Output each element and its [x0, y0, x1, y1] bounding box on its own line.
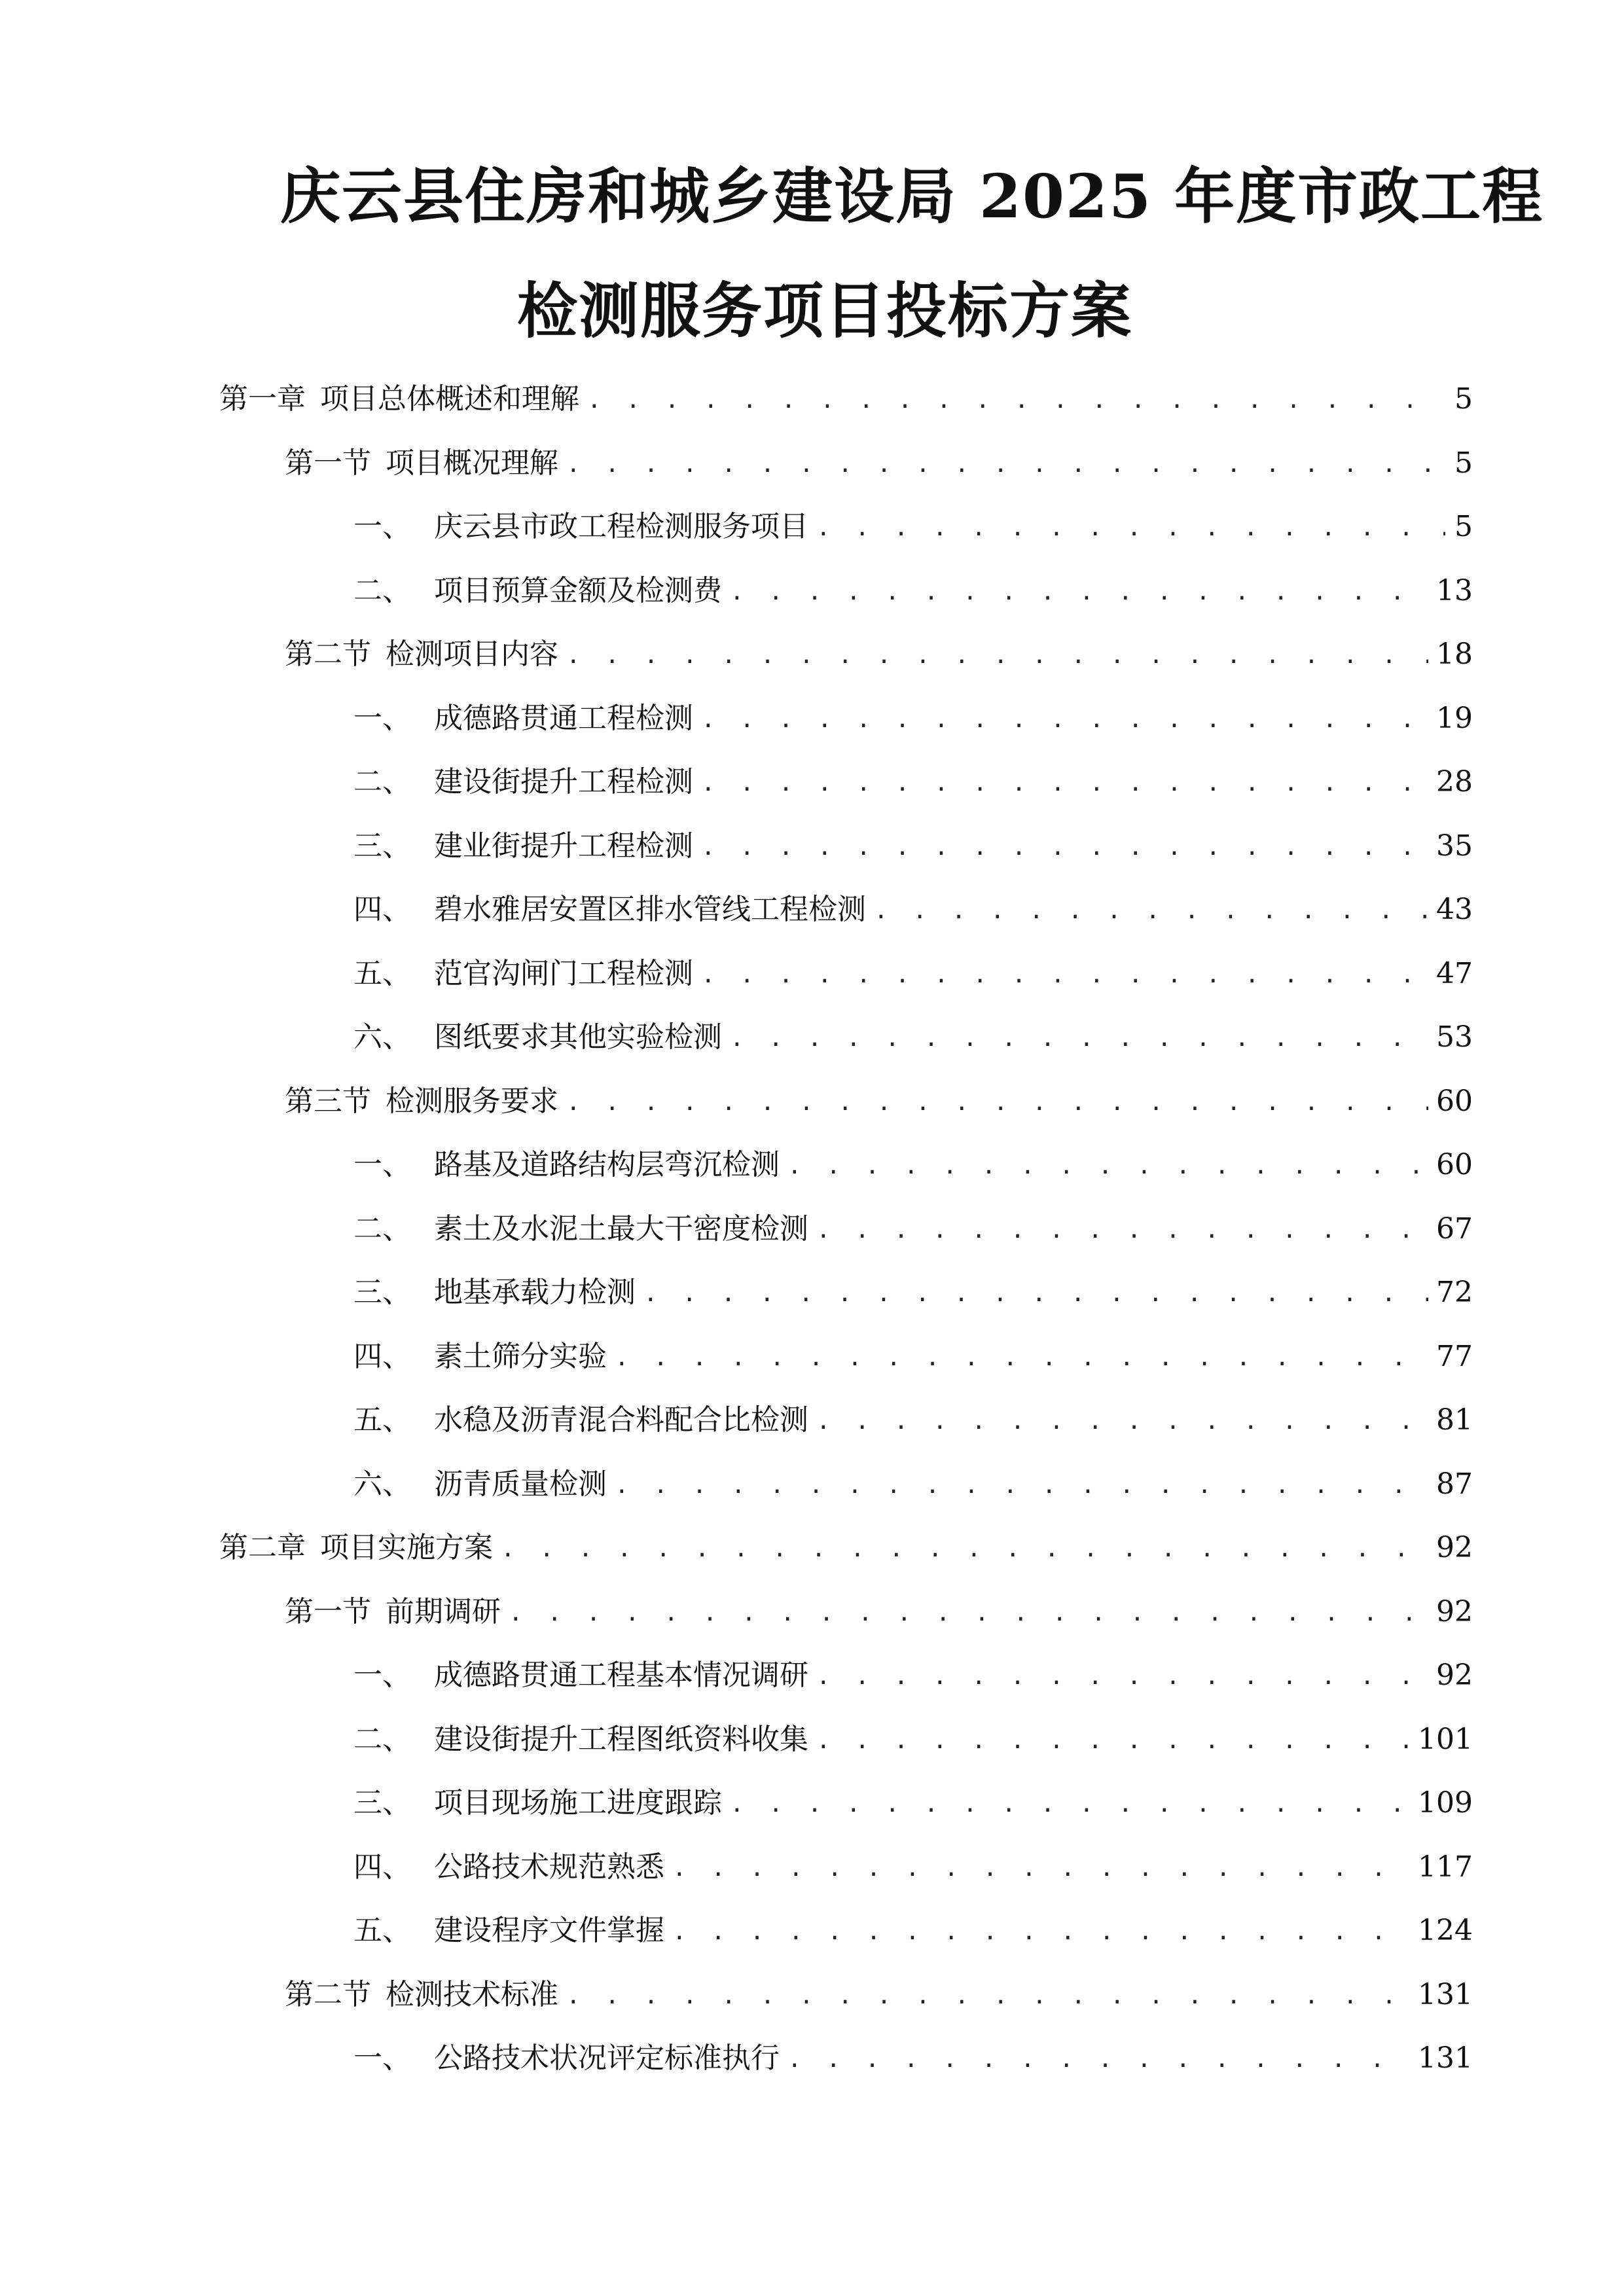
toc-entry-text: 地基承载力检测: [434, 1276, 636, 1309]
toc-entry-number: 四、: [353, 1850, 411, 1884]
toc-leader-dots: [566, 1085, 1428, 1121]
toc-entry-text: 检测项目内容: [386, 637, 558, 671]
toc-entry-label: [353, 1145, 780, 1185]
toc-entry[interactable]: [353, 1649, 1473, 1695]
toc-entry-text: 沥青质量检测: [434, 1467, 607, 1501]
toc-entry-text: 建设街提升工程图纸资料收集: [434, 1722, 808, 1756]
toc-leader-dots: [816, 1403, 1428, 1440]
toc-entry-label: [353, 762, 693, 802]
toc-entry-number: 二、: [353, 1211, 411, 1246]
toc-entry-label: [219, 380, 579, 419]
toc-entry-page-number: 92: [1436, 1531, 1473, 1564]
toc-leader-dots: [672, 1850, 1410, 1887]
toc-leader-dots: [787, 1148, 1428, 1185]
toc-entry-label: [353, 2039, 780, 2078]
toc-entry-text: 检测服务要求: [386, 1084, 558, 1118]
toc-entry-page-number: 124: [1418, 1914, 1473, 1947]
toc-entry-page-number: 67: [1436, 1211, 1473, 1246]
toc-entry-number: 二、: [353, 573, 411, 607]
toc-entry-label: [285, 1082, 558, 1121]
toc-entry-page-number: 101: [1418, 1722, 1473, 1756]
toc-entry-text: 庆云县市政工程检测服务项目: [434, 510, 808, 543]
toc-entry-number: 第一章: [219, 382, 306, 416]
toc-leader-dots: [730, 1020, 1428, 1057]
toc-entry-label: [285, 1592, 501, 1632]
toc-entry-page-number: 92: [1436, 1594, 1473, 1628]
toc-entry-number: 一、: [353, 701, 411, 735]
toc-entry-label: [353, 1401, 808, 1440]
toc-leader-dots: [701, 957, 1428, 994]
toc-entry[interactable]: [219, 1522, 1473, 1568]
toc-entry-page-number: 5: [1454, 510, 1473, 543]
toc-entry[interactable]: [353, 1713, 1473, 1759]
toc-entry-label: [353, 1465, 607, 1504]
toc-leader-dots: [787, 2041, 1410, 2078]
toc-entry-page-number: 131: [1418, 2041, 1473, 2075]
toc-entry-page-number: 60: [1436, 1148, 1473, 1181]
toc-leader-dots: [566, 1978, 1410, 2015]
toc-entry-number: 第三节: [285, 1084, 371, 1118]
toc-leader-dots: [501, 1531, 1428, 1568]
toc-entry-number: 一、: [353, 1659, 411, 1692]
toc-entry-label: [353, 954, 693, 994]
toc-entry-number: 第二节: [285, 637, 371, 671]
toc-entry[interactable]: [285, 437, 1473, 483]
toc-entry-text: 建业街提升工程检测: [434, 829, 693, 863]
toc-entry[interactable]: [285, 1075, 1473, 1121]
toc-entry-label: [353, 1720, 808, 1759]
toc-entry-text: 水稳及沥青混合料配合比检测: [434, 1403, 808, 1437]
toc-entry-page-number: 53: [1436, 1020, 1473, 1054]
toc-leader-dots: [566, 637, 1428, 674]
toc-entry-label: [285, 1975, 558, 2015]
toc-entry[interactable]: [353, 1011, 1473, 1057]
toc-entry-text: 碧水雅居安置区排水管线工程检测: [434, 893, 866, 926]
toc-entry-text: 图纸要求其他实验检测: [434, 1020, 722, 1054]
toc-leader-dots: [816, 1659, 1428, 1695]
toc-entry-text: 素土筛分实验: [434, 1339, 607, 1373]
toc-entry-text: 素土及水泥土最大干密度检测: [434, 1211, 808, 1246]
toc-entry-label: [353, 1210, 808, 1249]
toc-entry[interactable]: [353, 565, 1473, 611]
toc-entry[interactable]: [353, 756, 1473, 802]
toc-entry-number: 一、: [353, 510, 411, 543]
toc-entry-number: 四、: [353, 893, 411, 926]
toc-entry-page-number: 117: [1418, 1850, 1473, 1884]
toc-entry-number: 第一节: [285, 446, 371, 480]
toc-entry-text: 检测技术标准: [386, 1977, 558, 2011]
toc-entry-number: 六、: [353, 1467, 411, 1501]
toc-leader-dots: [615, 1467, 1428, 1504]
toc-entry-label: [353, 699, 693, 738]
toc-entry-text: 成德路贯通工程检测: [434, 701, 693, 735]
toc-entry-page-number: 43: [1436, 893, 1473, 926]
toc-entry-page-number: 35: [1436, 829, 1473, 863]
toc-entry-page-number: 18: [1436, 637, 1473, 671]
toc-entry-number: 第一节: [285, 1594, 371, 1628]
toc-entry-text: 建设程序文件掌握: [434, 1914, 664, 1947]
toc-leader-dots: [730, 574, 1428, 611]
toc-entry-text: 项目概况理解: [386, 446, 558, 480]
toc-entry-text: 成德路贯通工程基本情况调研: [434, 1659, 808, 1692]
toc-entry-number: 三、: [353, 1276, 411, 1309]
toc-entry[interactable]: [353, 1266, 1473, 1312]
toc-entry-label: [353, 507, 808, 547]
toc-entry-text: 公路技术状况评定标准执行: [434, 2041, 780, 2075]
toc-leader-dots: [615, 1340, 1428, 1376]
toc-entry[interactable]: [285, 1969, 1473, 2015]
toc-leader-dots: [816, 510, 1445, 547]
toc-entry-page-number: 5: [1454, 382, 1473, 416]
toc-leader-dots: [701, 702, 1428, 738]
toc-leader-dots: [672, 1914, 1410, 1950]
toc-entry[interactable]: [353, 884, 1473, 929]
toc-entry-page-number: 60: [1436, 1084, 1473, 1118]
toc-leader-dots: [816, 1723, 1410, 1759]
toc-entry-number: 五、: [353, 1914, 411, 1947]
toc-leader-dots: [730, 1786, 1410, 1823]
toc-entry[interactable]: [353, 820, 1473, 866]
toc-entry[interactable]: [353, 1905, 1473, 1950]
toc-entry-page-number: 5: [1454, 446, 1473, 480]
toc-entry-text: 项目总体概述和理解: [320, 382, 579, 416]
toc-entry-label: [353, 1656, 808, 1695]
toc-entry-page-number: 47: [1436, 956, 1473, 990]
toc-entry-text: 范官沟闸门工程检测: [434, 956, 693, 990]
toc-entry-number: 第二章: [219, 1531, 306, 1564]
toc-entry-number: 五、: [353, 956, 411, 990]
toc-entry[interactable]: [353, 1203, 1473, 1249]
toc-leader-dots: [701, 829, 1428, 866]
toc-leader-dots: [643, 1276, 1428, 1312]
toc-entry-label: [285, 635, 558, 674]
toc-entry-page-number: 92: [1436, 1659, 1473, 1692]
toc-entry[interactable]: [353, 948, 1473, 994]
document-title-line-2: 检测服务项目投标方案: [517, 276, 1133, 346]
toc-entry-page-number: 13: [1436, 573, 1473, 607]
toc-entry-page-number: 28: [1436, 765, 1473, 798]
toc-entry[interactable]: [353, 1458, 1473, 1504]
toc-entry-label: [353, 1337, 607, 1376]
toc-entry-page-number: 109: [1418, 1786, 1473, 1820]
toc-entry[interactable]: [353, 1139, 1473, 1185]
toc-entry-text: 公路技术规范熟悉: [434, 1850, 664, 1884]
toc-entry-number: 六、: [353, 1020, 411, 1054]
toc-entry[interactable]: [285, 628, 1473, 674]
toc-entry-text: 路基及道路结构层弯沉检测: [434, 1148, 780, 1181]
toc-leader-dots: [509, 1595, 1428, 1632]
toc-entry-text: 建设街提升工程检测: [434, 765, 693, 798]
toc-entry-label: [353, 827, 693, 866]
toc-entry-number: 一、: [353, 2041, 411, 2075]
toc-entry-page-number: 131: [1418, 1977, 1473, 2011]
toc-entry[interactable]: [353, 1394, 1473, 1440]
toc-entry-number: 四、: [353, 1339, 411, 1373]
toc-entry-page-number: 77: [1436, 1339, 1473, 1373]
toc-entry-label: [285, 444, 558, 483]
toc-entry-number: 三、: [353, 829, 411, 863]
toc-entry-label: [353, 1784, 722, 1823]
toc-entry-page-number: 87: [1436, 1467, 1473, 1501]
toc-entry[interactable]: [353, 2032, 1473, 2078]
toc-entry-number: 五、: [353, 1403, 411, 1437]
toc-entry-text: 前期调研: [386, 1594, 501, 1628]
toc-entry-page-number: 19: [1436, 701, 1473, 735]
toc-entry-label: [353, 571, 722, 611]
toc-entry-label: [219, 1528, 493, 1568]
toc-leader-dots: [701, 765, 1428, 802]
toc-entry-label: [353, 890, 866, 929]
toc-leader-dots: [587, 382, 1445, 419]
toc-leader-dots: [874, 893, 1428, 929]
toc-entry-number: 一、: [353, 1148, 411, 1181]
toc-entry[interactable]: [353, 501, 1473, 547]
toc-entry-number: 二、: [353, 765, 411, 798]
toc-entry[interactable]: [219, 373, 1473, 419]
toc-entry-text: 项目预算金额及检测费: [434, 573, 722, 607]
toc-entry-label: [353, 1911, 664, 1950]
toc-entry[interactable]: [353, 1331, 1473, 1376]
toc-entry-number: 第二节: [285, 1977, 371, 2011]
toc-entry-number: 二、: [353, 1722, 411, 1756]
toc-entry[interactable]: [353, 692, 1473, 738]
document-title-line-1: 庆云县住房和城乡建设局 2025 年度市政工程: [280, 161, 1544, 232]
toc-entry-text: 项目现场施工进度跟踪: [434, 1786, 722, 1820]
toc-entry-label: [353, 1848, 664, 1887]
toc-entry-text: 项目实施方案: [320, 1531, 493, 1564]
toc-entry-page-number: 72: [1436, 1276, 1473, 1309]
toc-entry[interactable]: [285, 1586, 1473, 1632]
toc-entry[interactable]: [353, 1841, 1473, 1887]
toc-entry-page-number: 81: [1436, 1403, 1473, 1437]
toc-leader-dots: [566, 446, 1445, 483]
toc-entry-number: 三、: [353, 1786, 411, 1820]
toc-leader-dots: [816, 1212, 1428, 1249]
toc-entry-label: [353, 1273, 636, 1312]
toc-entry-label: [353, 1018, 722, 1057]
toc-entry[interactable]: [353, 1777, 1473, 1823]
